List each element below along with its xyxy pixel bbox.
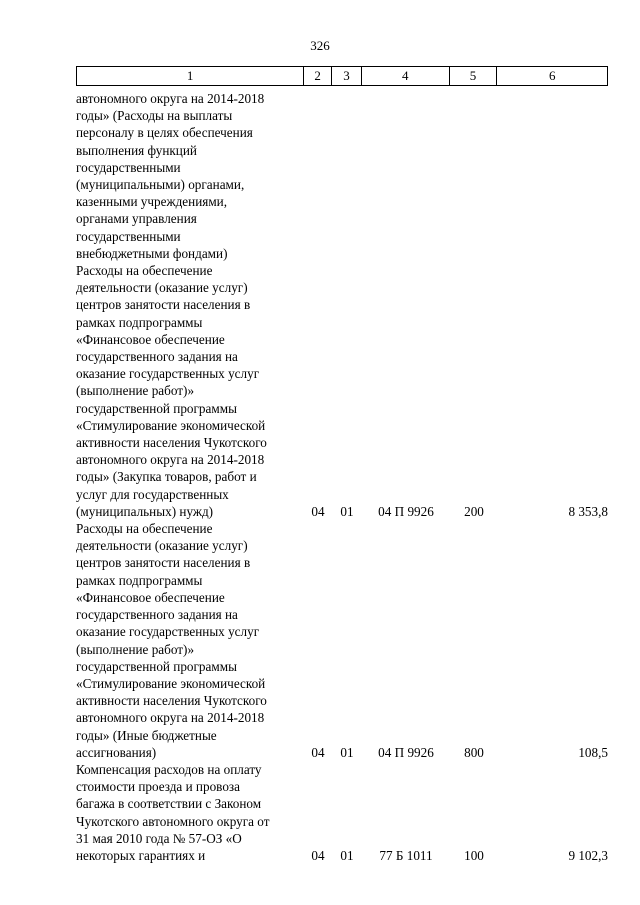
row-section: 04: [311, 744, 325, 760]
row-description: Компенсация расходов на оплату стоимости проезда и провоза багажа в соответствии с Законом Чукотского автономного округа от 31 мая 2010 года № 57-ОЗ «О некоторых гарантиях и: [76, 761, 270, 863]
column-header-6: 6: [548, 68, 556, 83]
row-expense-type: 100: [464, 847, 484, 863]
column-header-2: 2: [304, 67, 332, 85]
table-body: [76, 90, 608, 864]
column-header-1: 1: [77, 67, 304, 85]
column-header-5: 5: [450, 67, 498, 85]
row-section: 04: [311, 847, 325, 863]
row-subsection: 01: [340, 503, 354, 519]
row-section: 04: [311, 503, 325, 519]
row-subsection: 01: [340, 744, 354, 760]
row-target-article: 77 Б 1011: [379, 847, 433, 863]
table-row: [76, 262, 608, 520]
table-row: [76, 761, 608, 864]
row-description: Расходы на обеспечение деятельности (оказание услуг) центров занятости населения в рамках подпрограммы «Финансовое обеспечение государственного задания на оказание государственных услуг (выполнение работ)» государственной программы «Стимулирование экономической активности населения Чукотского автономного округа на 2014-2018 годы» (Закупка товаров, работ и услуг для государственных (муниципальных) нужд): [76, 263, 267, 519]
row-amount: 8 353,8: [568, 503, 608, 519]
column-header-3: 3: [332, 67, 362, 85]
row-expense-type: 800: [464, 744, 484, 760]
row-amount: 9 102,3: [568, 847, 608, 863]
row-expense-type: 200: [464, 503, 484, 519]
row-amount: 108,5: [578, 744, 608, 760]
column-header-4: 4: [362, 67, 450, 85]
row-target-article: 04 П 9926: [378, 503, 434, 519]
table-row: [76, 90, 608, 262]
table-header: [76, 66, 608, 86]
row-description: Расходы на обеспечение деятельности (оказание услуг) центров занятости населения в рамках подпрограммы «Финансовое обеспечение государственного задания на оказание государственных услуг (выполнение работ)» государственной программы «Стимулирование экономической активности населения Чукотского автономного округа на 2014-2018 годы» (Иные бюджетные ассигнования): [76, 521, 267, 760]
table-row: [76, 520, 608, 761]
row-target-article: 04 П 9926: [378, 744, 434, 760]
row-description: автономного округа на 2014-2018 годы» (Расходы на выплаты персоналу в целях обеспечения выполнения функций государственными (муниципальными) органами, казенными учреждениями, органами управления государственными внебюджетными фондами): [76, 91, 265, 261]
row-subsection: 01: [340, 847, 354, 863]
page-number: 326: [310, 38, 330, 53]
